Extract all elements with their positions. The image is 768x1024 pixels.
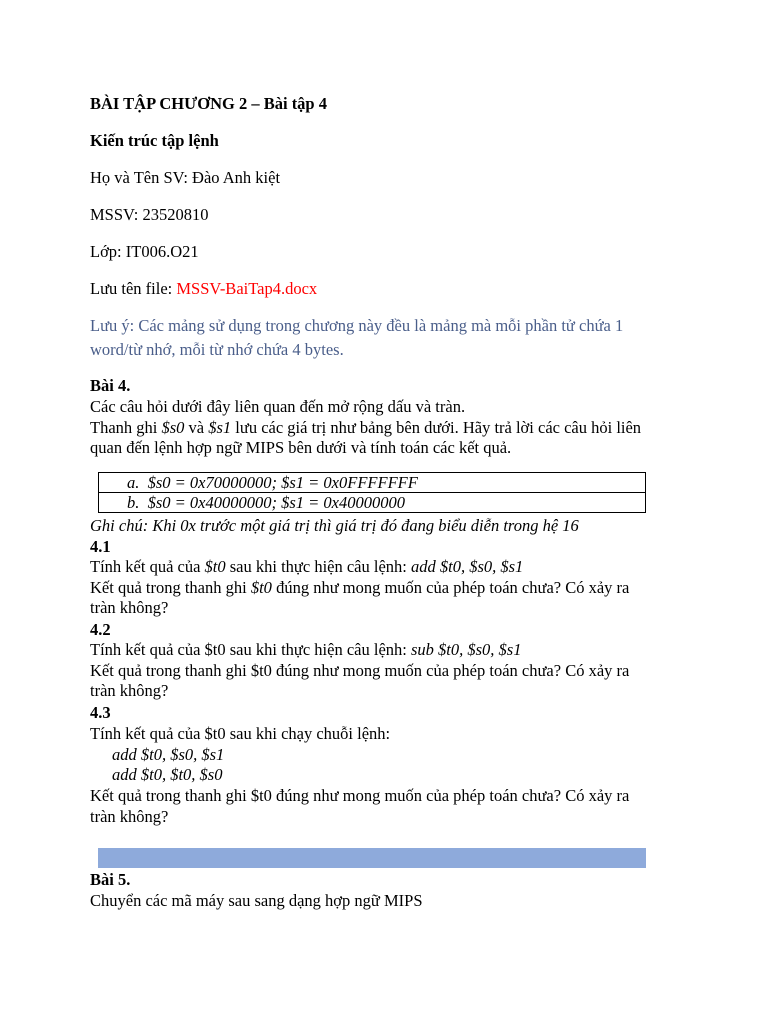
bai4-intro-2 — [90, 418, 641, 438]
question-text: Tính kết quả của — [90, 557, 205, 576]
register-s1: $s1 — [208, 418, 232, 437]
register-s0: $s0 — [161, 418, 185, 437]
document-title: BÀI TẬP CHƯƠNG 2 – Bài tập 4 — [90, 94, 327, 113]
bai4-intro-3: quan đến lệnh hợp ngữ MIPS bên dưới và tính toán các kết quả. — [90, 438, 512, 457]
choice-label: a. — [127, 473, 140, 492]
class-label: Lớp: — [90, 242, 126, 261]
document-subtitle: Kiến trúc tập lệnh — [90, 131, 219, 150]
student-id: 23520810 — [142, 205, 209, 224]
table-cell — [99, 493, 646, 513]
filename-value: MSSV-BaiTap4.docx — [176, 279, 318, 298]
q41-line-3: tràn không? — [90, 598, 169, 617]
bai5-intro: Chuyển các mã máy sau sang dạng hợp ngữ MIPS — [90, 891, 423, 910]
q41-number: 4.1 — [90, 537, 111, 556]
register-t0: $t0 — [250, 578, 272, 597]
q41-line-1 — [90, 557, 523, 577]
q43-number: 4.3 — [90, 703, 111, 722]
bai4-intro-1: Các câu hỏi dưới đây liên quan đến mở rộng dấu và tràn. — [90, 397, 466, 416]
q42-number: 4.2 — [90, 620, 111, 639]
q43-line-2: Kết quả trong thanh ghi $t0 đúng như mong muốn của phép toán chưa? Có xảy ra — [90, 786, 630, 805]
student-id-label: MSSV: — [90, 205, 143, 224]
q42-line-1 — [90, 640, 521, 660]
q43-line-1: Tính kết quả của $t0 sau khi chạy chuỗi lệnh: — [90, 724, 391, 743]
table-cell — [99, 473, 646, 493]
choice-label: b. — [127, 493, 140, 512]
student-name: Đào Anh kiệt — [192, 168, 281, 187]
q42-line-2: Kết quả trong thanh ghi $t0 đúng như mong muốn của phép toán chưa? Có xảy ra — [90, 661, 630, 680]
note-line-2: word/từ nhớ, mỗi từ nhớ chứa 4 bytes. — [90, 340, 344, 359]
hex-hint: Ghi chú: Khi 0x trước một giá trị thì giá trị đó đang biểu diễn trong hệ 16 — [90, 516, 579, 535]
q43-line-3: tràn không? — [90, 807, 169, 826]
question-text: sau khi thực hiện câu lệnh: — [225, 557, 411, 576]
filename-label: Lưu tên file: — [90, 279, 177, 298]
table-row — [99, 493, 646, 513]
bai5-heading: Bài 5. — [90, 870, 131, 889]
code-snippet: add $t0, $s0, $s1 — [411, 557, 524, 576]
question-text: Kết quả trong thanh ghi — [90, 578, 251, 597]
register-values-table — [98, 472, 646, 513]
code-snippet: sub $t0, $s0, $s1 — [410, 640, 522, 659]
bai4-heading: Bài 4. — [90, 376, 131, 395]
q43-code-2: add $t0, $t0, $s0 — [112, 765, 223, 784]
q41-line-2 — [90, 578, 629, 598]
class-line — [90, 242, 199, 262]
intro-text: và — [184, 418, 209, 437]
student-id-line — [90, 205, 208, 225]
register-t0: $t0 — [204, 557, 226, 576]
question-text: đúng như mong muốn của phép toán chưa? Có xảy ra — [271, 578, 630, 597]
choice-text: $s0 = 0x40000000; $s1 = 0x40000000 — [147, 493, 406, 512]
student-name-label: Họ và Tên SV: — [90, 168, 193, 187]
section-divider-bar — [98, 848, 646, 868]
question-text: Tính kết quả của $t0 sau khi thực hiện câu lệnh: — [90, 640, 411, 659]
class-value: IT006.O21 — [125, 242, 199, 261]
q43-code-1: add $t0, $s0, $s1 — [112, 745, 225, 764]
note-line-1: Lưu ý: Các mảng sử dụng trong chương này đều là mảng mà mỗi phần tử chứa 1 — [90, 316, 624, 335]
table-row — [99, 473, 646, 493]
student-name-line — [90, 168, 280, 188]
intro-text: Thanh ghi — [90, 418, 162, 437]
intro-text: lưu các giá trị như bảng bên dưới. Hãy trả lời các câu hỏi liên — [231, 418, 642, 437]
q42-line-3: tràn không? — [90, 681, 169, 700]
choice-text: $s0 = 0x70000000; $s1 = 0x0FFFFFFF — [147, 473, 418, 492]
filename-line — [90, 279, 317, 299]
